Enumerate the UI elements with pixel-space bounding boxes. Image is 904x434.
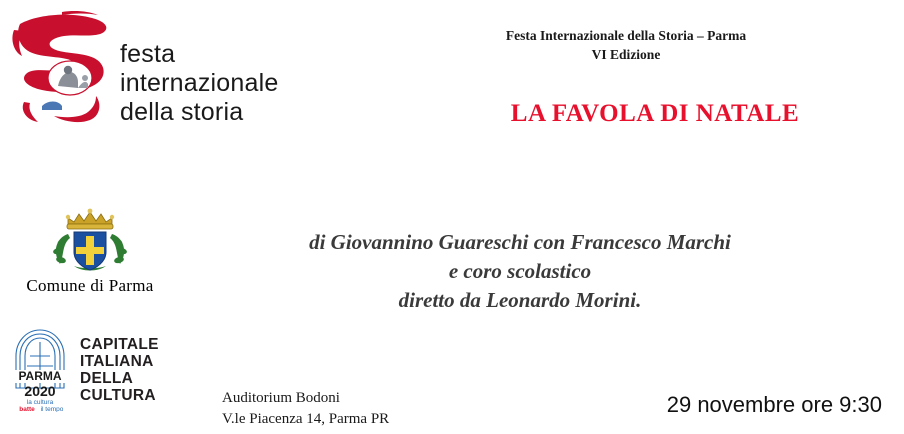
page-title: LA FAVOLA DI NATALE — [510, 100, 800, 127]
capitale-line-2: ITALIANA — [80, 353, 154, 370]
festa-logo-line-3: della storia — [120, 98, 244, 126]
capitale-line-3: DELLA — [80, 370, 134, 387]
emblem-tagline-c: il tempo — [40, 406, 64, 412]
emblem-tagline-b: batte — [19, 406, 35, 412]
event-date-time: 29 novembre ore 9:30 — [666, 392, 882, 417]
festa-logo-mark-icon — [8, 10, 116, 128]
festa-logo-line-2: internazionale — [120, 69, 279, 97]
comune-di-parma-label: Comune di Parma — [26, 276, 154, 295]
capitale-wordmark — [80, 336, 159, 404]
capitale-line-1: CAPITALE — [80, 336, 159, 353]
comune-di-parma-logo — [6, 208, 174, 296]
festa-logo-wordmark — [120, 40, 278, 127]
header-line-2: VI Edizione — [591, 47, 661, 62]
capitale-line-4: CULTURA — [80, 387, 156, 404]
credits-block — [240, 228, 800, 315]
parma-coat-of-arms-icon — [6, 208, 174, 274]
parma-2020-emblem-icon — [8, 326, 72, 412]
emblem-year-text: 2020 — [24, 383, 56, 399]
header-line-1: Festa Internazionale della Storia – Parma — [505, 28, 747, 43]
emblem-tagline-a: la cultura — [26, 399, 54, 406]
credits-line-1: di Giovannino Guareschi con Francesco Marchi — [309, 230, 731, 254]
festa-logo — [8, 10, 308, 130]
emblem-parma-text: PARMA — [18, 369, 62, 383]
capitale-italiana-della-cultura-logo — [8, 326, 178, 414]
header-event-info — [366, 26, 886, 64]
venue-name: Auditorium Bodoni — [222, 390, 340, 406]
credits-line-2: e coro scolastico — [448, 259, 592, 283]
venue-block — [222, 388, 389, 430]
venue-address: V.le Piacenza 14, Parma PR — [222, 411, 390, 427]
credits-line-3: diretto da Leonardo Morini. — [398, 288, 642, 312]
festa-logo-line-1: festa — [120, 40, 176, 68]
